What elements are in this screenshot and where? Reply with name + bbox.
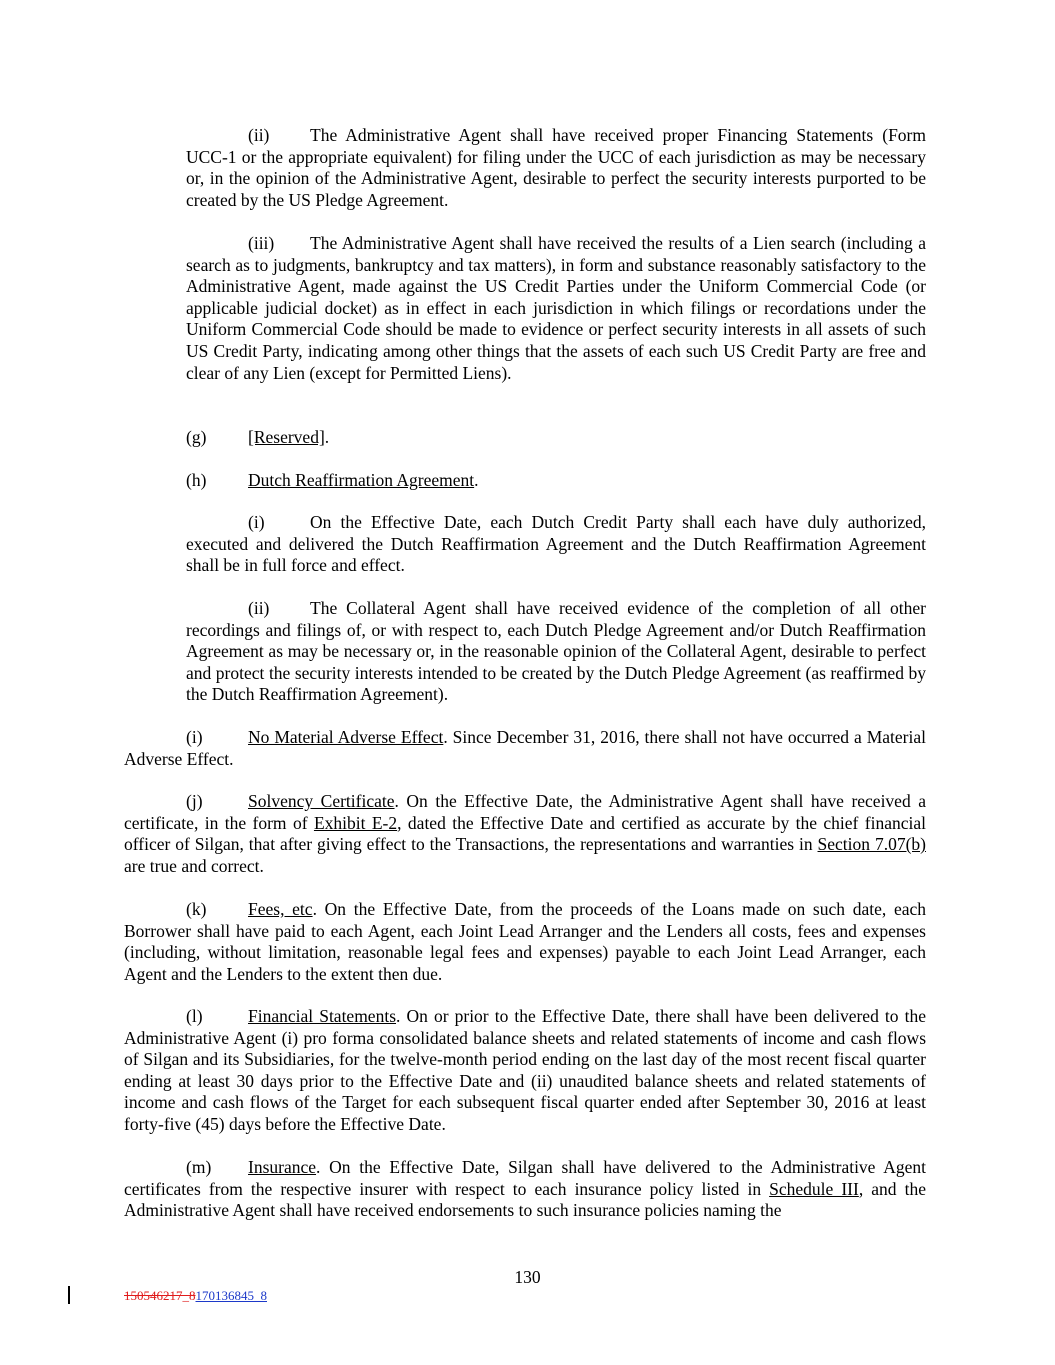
section-m: [124, 1157, 926, 1222]
paragraph-h-ii: [186, 598, 926, 706]
clause-text: The Administrative Agent shall have received proper Financing Statements (Form UCC-1 or the appropriate equivalent) for filing under the UCC of each jurisdiction as may be necessary or, in the opinion of the Administrative Agent, desirable to perfect the security interests purported to be created by the US Pledge Agreement.: [186, 125, 926, 210]
section-heading: No Material Adverse Effect: [248, 727, 444, 747]
section-i: [124, 727, 926, 770]
section-j: [124, 791, 926, 877]
section-heading: [Reserved]: [248, 427, 325, 447]
section-label: (i): [186, 727, 203, 747]
section-h: [186, 470, 926, 492]
clause-label: (i): [248, 512, 265, 532]
paragraph-f-ii: [186, 125, 926, 211]
inserted-doc-id: 170136845_8: [195, 1288, 267, 1303]
section-label: (h): [186, 470, 207, 490]
change-bar: [68, 1286, 70, 1304]
section-g: [186, 427, 926, 449]
section-text: are true and correct.: [124, 855, 264, 876]
section-heading: Insurance: [248, 1157, 317, 1177]
clause-text: The Collateral Agent shall have received evidence of the completion of all other recordings and filings of, or with respect to, each Dutch Pledge Agreement and/or Dutch Reaffirmation Agreement as may be necessary or, in the reasonable opinion of the Collateral Agent, desirable to perfect and protect the security interests intended to be created by the Dutch Pledge Agreement (as reaffirmed by the Dutch Reaffirmation Agreement).: [186, 598, 926, 705]
section-text: , dated the Effective Date and certified as accurate by the chief financial officer of Silgan, that after giving effect to the Transactions, the representations and warranties in: [124, 812, 926, 855]
section-reference-link[interactable]: Section 7.07(b): [817, 834, 926, 855]
section-text: . On or prior to the Effective Date, there shall have been delivered to the Administrative Agent (i) pro forma consolidated balance sheets and related statements of income and cash flows of Silgan and its Subsidiaries, for the twelve-month period ending on the last day of the most recent fiscal quarter ending at least 30 days prior to the Effective Date and (ii) unaudited balance sheets and related statements of income and cash flows of the Target for each subsequent fiscal quarter ended after September 30, 2016 at least forty-five (45) days before the Effective Date.: [124, 1006, 926, 1134]
section-k: [124, 899, 926, 985]
section-heading: Fees, etc: [248, 899, 313, 919]
deleted-doc-id: 150546217_8: [124, 1288, 196, 1303]
clause-label: (ii): [248, 598, 270, 618]
section-text: . On the Effective Date, from the proceeds of the Loans made on such date, each Borrower shall have paid to each Agent, each Joint Lead Arranger and the Lenders all costs, fees and expenses (including, without limitation, reasonable legal fees and expenses) payable to each Joint Lead Arranger, each Agent and the Lenders to the extent then due.: [124, 899, 927, 984]
section-text: . On the Effective Date, Silgan shall have delivered to the Administrative Agent certificates from the respective insurer with respect to each insurance policy listed in: [124, 1157, 926, 1199]
section-label: (k): [186, 899, 207, 919]
heading-period: .: [324, 427, 330, 447]
section-text: , and the Administrative Agent shall have received endorsements to such insurance policies naming the: [124, 1178, 926, 1221]
heading-period: .: [474, 470, 479, 490]
section-label: (m): [186, 1157, 212, 1177]
clause-label: (ii): [248, 125, 270, 145]
section-label: (l): [186, 1006, 203, 1026]
section-heading: Financial Statements: [248, 1006, 397, 1026]
document-id: [124, 1288, 267, 1304]
paragraph-f-iii: [186, 233, 926, 384]
clause-text: The Administrative Agent shall have received the results of a Lien search (including a search as to judgments, bankruptcy and tax matters), in form and substance reasonably satisfactory to the Administrative Agent, made against the US Credit Parties under the Uniform Commercial Code (or applicable judicial docket) as in effect in each jurisdiction in which filings or recordations under the Uniform Commercial Code should be made to evidence or perfect security interests in all assets of such US Credit Party, indicating among other things that the assets of each such US Credit Party are free and clear of any Lien (except for Permitted Liens).: [186, 233, 926, 383]
section-heading: Dutch Reaffirmation Agreement: [248, 470, 475, 490]
schedule-reference-link[interactable]: Schedule III: [769, 1178, 859, 1199]
paragraph-h-i: [186, 512, 926, 577]
clause-label: (iii): [248, 233, 275, 253]
section-heading: Solvency Certificate: [248, 791, 395, 811]
page-number: 130: [514, 1267, 541, 1287]
section-label: (g): [186, 427, 207, 447]
clause-text: On the Effective Date, each Dutch Credit Party shall each have duly authorized, executed and delivered the Dutch Reaffirmation Agreement and the Dutch Reaffirmation Agreement shall be in full force and effect.: [186, 512, 926, 576]
section-l: [124, 1006, 926, 1136]
exhibit-reference-link[interactable]: Exhibit E-2: [313, 812, 398, 833]
section-text: . Since December 31, 2016, there shall not have occurred a Material Adverse Effect.: [124, 727, 926, 769]
section-text: . On the Effective Date, the Administrative Agent shall have received a certificate, in the form of: [124, 791, 926, 833]
section-label: (j): [186, 791, 203, 811]
